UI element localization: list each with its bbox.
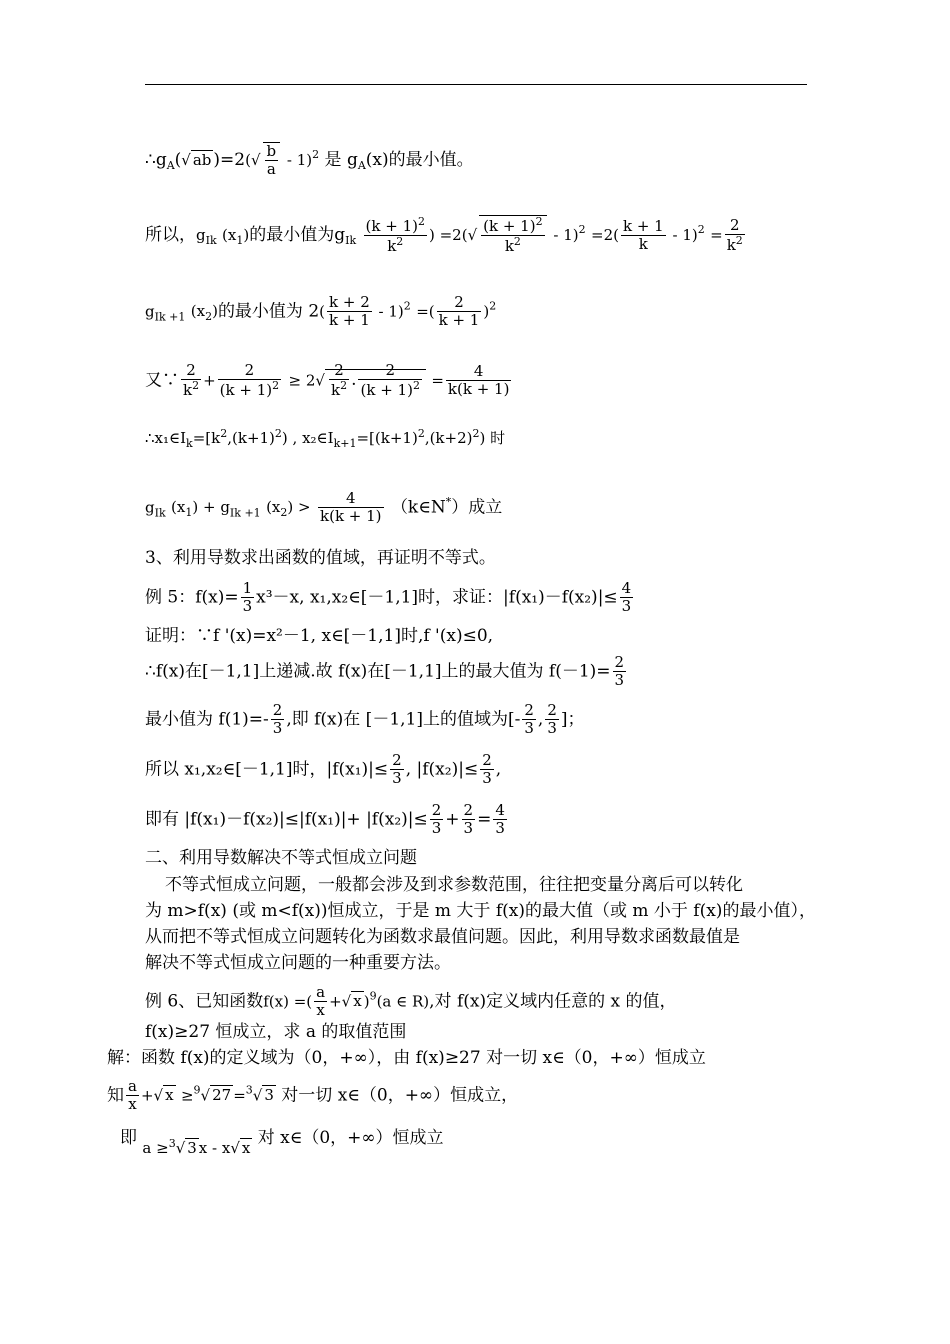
paragraph-line: 从而把不等式恒成立问题转化为函数求最值问题。因此，利用导数求函数最值是 bbox=[145, 927, 740, 947]
line-9: 证明：∵f '(x)=x²－1, x∈[－1,1]时,f '(x)≤0, bbox=[145, 626, 494, 646]
paragraph-line: 不等式恒成立问题，一般都会涉及到求参数范围，往往把变量分离后可以转化 bbox=[165, 875, 743, 895]
line-22: 知 $\frac{a}{x}$ +√ x ≥$^9$√ 27 =$^3$√ 3 对一切 x∈（0，+∞）恒成立， bbox=[107, 1077, 519, 1114]
line-7: 3、利用导数求出函数的值域，再证明不等式。 bbox=[145, 548, 496, 568]
line-20: f(x)≥27 恒成立，求 a 的取值范围 bbox=[145, 1022, 407, 1042]
paragraph-line: 为 m>f(x) (或 m<f(x))恒成立，于是 m 大于 f(x)的最大值（或 m 小于 f(x)的最小值）， bbox=[145, 901, 816, 921]
header-rule bbox=[145, 84, 807, 85]
line-10: ∴f(x)在[－1,1]上递减.故 f(x)在[－1,1]上的最大值为 f(－1)= $\frac{2}{3}$ bbox=[145, 653, 625, 690]
line-5: $\therefore x_1\in I_k=[k^2,(k+1)^2)$ , $x_2\in I_{k+1}=[(k+1)^2,(k+2)^2)$ 时 bbox=[145, 427, 506, 450]
line-3: $g_{Ik +1}$ $(x_2)$的最小值为 2( $\frac{k + 2}{k + 1}$ - 1)$^2$ =( $\frac{2}{k + 1}$ )$^2$ bbox=[145, 293, 497, 330]
line-13: 即有 |f(x₁)－f(x₂)|≤|f(x₁)|+ |f(x₂)|≤ $\frac{2}{3}$ + $\frac{2}{3}$ = $\frac{4}{3}$ bbox=[145, 801, 505, 838]
line-11: 最小值为 f(1)=- $\frac{2}{3}$ ,即 f(x)在 [－1,1]上的值域为[- $\frac{2}{3}$ , $\frac{2}{3}$ ]； bbox=[145, 701, 585, 738]
line-6: $g_{Ik}$ $(x_1) + g_{Ik +1}$ $(x_2)$ > $\frac{4}{k(k + 1)}$ （k∈N*）成立 bbox=[145, 489, 503, 526]
line-8: 例 5：f(x)= $\frac{1}{3}$ x³－x, x₁,x₂∈[－1,1]时，求证：|f(x₁)－f(x₂)|≤ $\frac{4}{3}$ bbox=[145, 579, 632, 616]
line-2: 所以，$g_{Ik}$ $(x_1)$的最小值为$g_{Ik}$ $\frac{(k + 1)^2}{k^2}$ ) =2(√ $\frac{(k + 1)^2}{k^2}$ - 1)$^2$ =2( $\frac{k + 1}{k}$ - 1)$^2$ = $\frac{2}{k^2}$ bbox=[145, 214, 743, 256]
line-19: 例 6、已知函数f(x) =( $\frac{a}{x}$ +√ x )$^9$(a ∈ R),对 f(x)定义域内任意的 x 的值， bbox=[145, 983, 677, 1020]
line-12: 所以 x₁,x₂∈[－1,1]时，|f(x₁)|≤ $\frac{2}{3}$ , |f(x₂)|≤ $\frac{2}{3}$ , bbox=[145, 751, 502, 788]
line-4: 又∵ $\frac{2}{k^2}$ + $\frac{2}{(k + 1)^2}$ ≥ 2√ $\frac{2}{k^2}$ . $\frac{2}{(k + 1)^2}$ = $\frac{4}{k(k + 1)}$ bbox=[145, 361, 510, 400]
section-heading: 二、利用导数解决不等式恒成立问题 bbox=[145, 848, 417, 868]
line-1: $\therefore g_A(√$ ab )=2(√ $\frac{b}{a}$ - 1)$^2$ 是 $g_A(x)$的最小值。 bbox=[145, 142, 474, 179]
line-21: 解：函数 f(x)的定义域为（0，+∞），由 f(x)≥27 对一切 x∈（0，+∞）恒成立 bbox=[107, 1048, 706, 1068]
paragraph-line: 解决不等式恒成立问题的一种重要方法。 bbox=[145, 953, 451, 973]
line-23: 即 a ≥$^3$√ 3 x - x√ x 对 x∈（0，+∞）恒成立 bbox=[120, 1128, 444, 1157]
